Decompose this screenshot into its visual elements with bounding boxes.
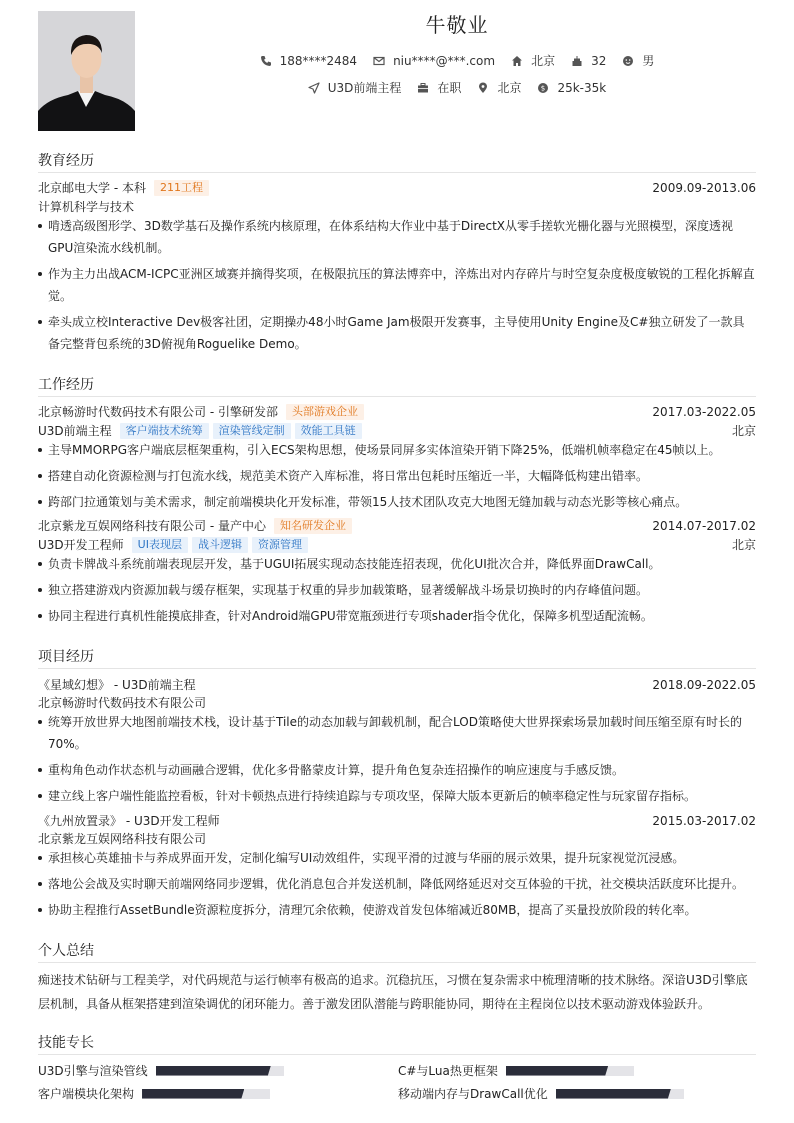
work-divider	[38, 396, 756, 397]
project-company-row-1	[38, 694, 756, 711]
work-skill-tag: 客户端技术统筹	[120, 423, 209, 439]
project-header-2	[38, 812, 756, 829]
education-major: 计算机科学与技术	[38, 200, 135, 214]
contact-phone	[260, 54, 357, 68]
work-date: 2014.07-2017.02	[652, 518, 756, 533]
work-bullet: 独立搭建游戏内资源加载与缓存框架，实现基于权重的异步加载策略，显著缓解战斗场景切换时的内存峰值问题。	[38, 579, 756, 601]
job-intent-row	[135, 79, 779, 96]
svg-text:$: $	[541, 84, 546, 93]
work-city: 北京	[731, 424, 756, 438]
skills-divider	[38, 1054, 756, 1055]
job-city	[477, 79, 521, 96]
work-skill-tag: 资源管理	[252, 537, 308, 553]
skill-bar	[142, 1089, 270, 1099]
skill-bar-fill	[142, 1089, 244, 1099]
skill-bar	[506, 1066, 634, 1076]
skill-bar-fill	[506, 1066, 608, 1076]
work-skill-tag: 渲染管线定制	[213, 423, 291, 439]
skill-name: 客户端模块化架构	[38, 1087, 135, 1101]
contact-gender	[622, 52, 654, 69]
education-bullet: 牵头成立校Interactive Dev极客社团，定期操办48小时Game Jam极限开发赛事，主导使用Unity Engine及C#独立研发了一款具备完整背包系统的3D俯视角Roguelike Demo。	[38, 311, 756, 355]
projects-divider	[38, 668, 756, 669]
project-bullet: 统筹开放世界大地图前端技术栈，设计基于Tile的动态加载与卸载机制，配合LOD策略使大世界探索场景加载时间压缩至原有时长的70%。	[38, 711, 756, 755]
skill-bar-fill	[556, 1089, 671, 1099]
job-status-text: 在职	[437, 81, 462, 95]
job-salary	[537, 81, 606, 95]
contact-age	[571, 54, 606, 68]
school-tag: 211工程	[154, 180, 209, 196]
work-role-row-1	[38, 422, 756, 439]
skill-item	[38, 1062, 284, 1079]
age-text: 32	[591, 53, 607, 68]
work-role-row-2	[38, 536, 756, 553]
work-skill-tag: 效能工具链	[295, 423, 362, 439]
project-company: 北京紫龙互娱网络科技有限公司	[38, 832, 207, 846]
contact-email	[373, 54, 495, 68]
summary-text: 痴迷技术钻研与工程美学，对代码规范与运行帧率有极高的追求。沉稳抗压，习惯在复杂需求中梳理清晰的技术脉络。深谙U3D引擎底层机制，具备从框架搭建到渲染调优的闭环能力。善于激发团队潜能与跨职能协同，期待在主程岗位以技术驱动游戏体验跃升。	[38, 973, 748, 1011]
job-city-text: 北京	[497, 81, 522, 95]
projects-title: 项目经历	[38, 649, 94, 665]
job-status	[417, 79, 461, 96]
education-date: 2009.09-2013.06	[652, 180, 756, 195]
project-date: 2018.09-2022.05	[652, 677, 756, 692]
work-skill-tag: UI表现层	[132, 537, 188, 553]
work-bullet: 搭建自动化资源检测与打包流水线，规范美术资产入库标准，将日常出包耗时压缩近一半，大幅降低构建出错率。	[38, 465, 756, 487]
summary-title: 个人总结	[38, 943, 94, 959]
cake-icon	[571, 55, 583, 67]
email-text: niu****@***.com	[393, 53, 496, 68]
work-company: 北京紫龙互娱网络科技有限公司 - 量产中心	[38, 519, 266, 533]
work-city: 北京	[731, 538, 756, 552]
home-icon	[511, 55, 523, 67]
briefcase-icon	[417, 82, 429, 94]
job-target-text: U3D前端主程	[327, 81, 402, 95]
education-header	[38, 179, 756, 196]
skill-bar-fill	[156, 1066, 271, 1076]
education-major-row	[38, 198, 756, 215]
skill-bar	[156, 1066, 284, 1076]
school-name: 北京邮电大学 - 本科	[38, 181, 146, 195]
project-bullet: 落地公会战及实时聊天前端网络同步逻辑，优化消息包合并发送机制，降低网络延迟对交互体验的干扰，社交模块活跃度环比提升。	[38, 873, 756, 895]
city-text: 北京	[531, 54, 556, 68]
work-header-2	[38, 517, 756, 534]
project-date: 2015.03-2017.02	[652, 813, 756, 828]
project-header-1	[38, 676, 756, 693]
project-company-row-2	[38, 830, 756, 847]
skill-bar	[556, 1089, 684, 1099]
work-skill-tag: 战斗逻辑	[192, 537, 248, 553]
education-title: 教育经历	[38, 153, 94, 169]
project-company: 北京畅游时代数码技术有限公司	[38, 696, 207, 710]
work-header-1	[38, 403, 756, 420]
work-company-tag: 知名研发企业	[274, 518, 352, 534]
location-pin-icon	[477, 82, 489, 94]
skill-name: 移动端内存与DrawCall优化	[398, 1087, 548, 1101]
education-bullet: 啃透高级图形学、3D数学基石及操作系统内核原理，在体系结构大作业中基于DirectX从零手搓软光栅化器与光照模型，深度透视GPU渲染流水线机制。	[38, 215, 756, 259]
money-icon	[537, 82, 549, 94]
work-date: 2017.03-2022.05	[652, 404, 756, 419]
skill-name: U3D引擎与渲染管线	[38, 1064, 148, 1078]
project-bullet: 承担核心英雄抽卡与养成界面开发，定制化编写UI动效组件，实现平滑的过渡与华丽的展示效果，提升玩家视觉沉浸感。	[38, 847, 756, 869]
phone-text: 188****2484	[279, 53, 358, 68]
job-salary-text: 25k-35k	[557, 80, 607, 95]
education-bullet: 作为主力出战ACM-ICPC亚洲区域赛并摘得奖项，在极限抗压的算法博弈中，淬炼出对内存碎片与时空复杂度极度敏锐的工程化拆解直觉。	[38, 263, 756, 307]
skill-item	[38, 1085, 270, 1102]
skill-item	[398, 1062, 634, 1079]
work-company: 北京畅游时代数码技术有限公司 - 引擎研发部	[38, 405, 278, 419]
job-target	[308, 79, 402, 96]
phone-icon	[260, 55, 272, 67]
candidate-name: 牛敬业	[425, 13, 489, 37]
face-icon	[622, 55, 634, 67]
work-bullet: 跨部门拉通策划与美术需求，制定前端模块化开发标准，带领15人技术团队攻克大地图无缝加载与动态光影等核心痛点。	[38, 491, 756, 513]
project-bullet: 重构角色动作状态机与动画融合逻辑，优化多骨骼蒙皮计算，提升角色复杂连招操作的响应速度与手感反馈。	[38, 759, 756, 781]
project-bullet: 协助主程推行AssetBundle资源粒度拆分，清理冗余依赖，使游戏首发包体缩减近80MB，提高了买量投放阶段的转化率。	[38, 899, 756, 921]
work-bullet: 负责卡牌战斗系统前端表现层开发，基于UGUI拓展实现动态技能连招表现，优化UI批次合并，降低界面DrawCall。	[38, 553, 756, 575]
project-name: 《星域幻想》 - U3D前端主程	[38, 678, 196, 692]
send-icon	[308, 82, 320, 94]
skills-title: 技能专长	[38, 1035, 94, 1051]
mail-icon	[373, 55, 385, 67]
skill-item	[398, 1085, 684, 1102]
work-role: U3D前端主程	[38, 424, 112, 438]
work-company-tag: 头部游戏企业	[286, 404, 364, 420]
work-bullet: 协同主程进行真机性能摸底排查，针对Android端GPU带宽瓶颈进行专项shader指令优化，保障多机型适配流畅。	[38, 605, 756, 627]
project-bullet: 建立线上客户端性能监控看板，针对卡顿热点进行持续追踪与专项攻坚，保障大版本更新后的帧率稳定性与玩家留存指标。	[38, 785, 756, 807]
education-divider	[38, 172, 756, 173]
contact-row	[135, 52, 779, 69]
skill-name: C#与Lua热更框架	[398, 1064, 498, 1078]
project-name: 《九州放置录》 - U3D开发工程师	[38, 814, 220, 828]
summary-divider	[38, 962, 756, 963]
work-role: U3D开发工程师	[38, 538, 124, 552]
work-title: 工作经历	[38, 377, 94, 393]
contact-city	[511, 52, 555, 69]
gender-text: 男	[642, 54, 655, 68]
work-bullet: 主导MMORPG客户端底层框架重构，引入ECS架构思想，使场景同屏多实体渲染开销下降25%，低端机帧率稳定在45帧以上。	[38, 439, 756, 461]
